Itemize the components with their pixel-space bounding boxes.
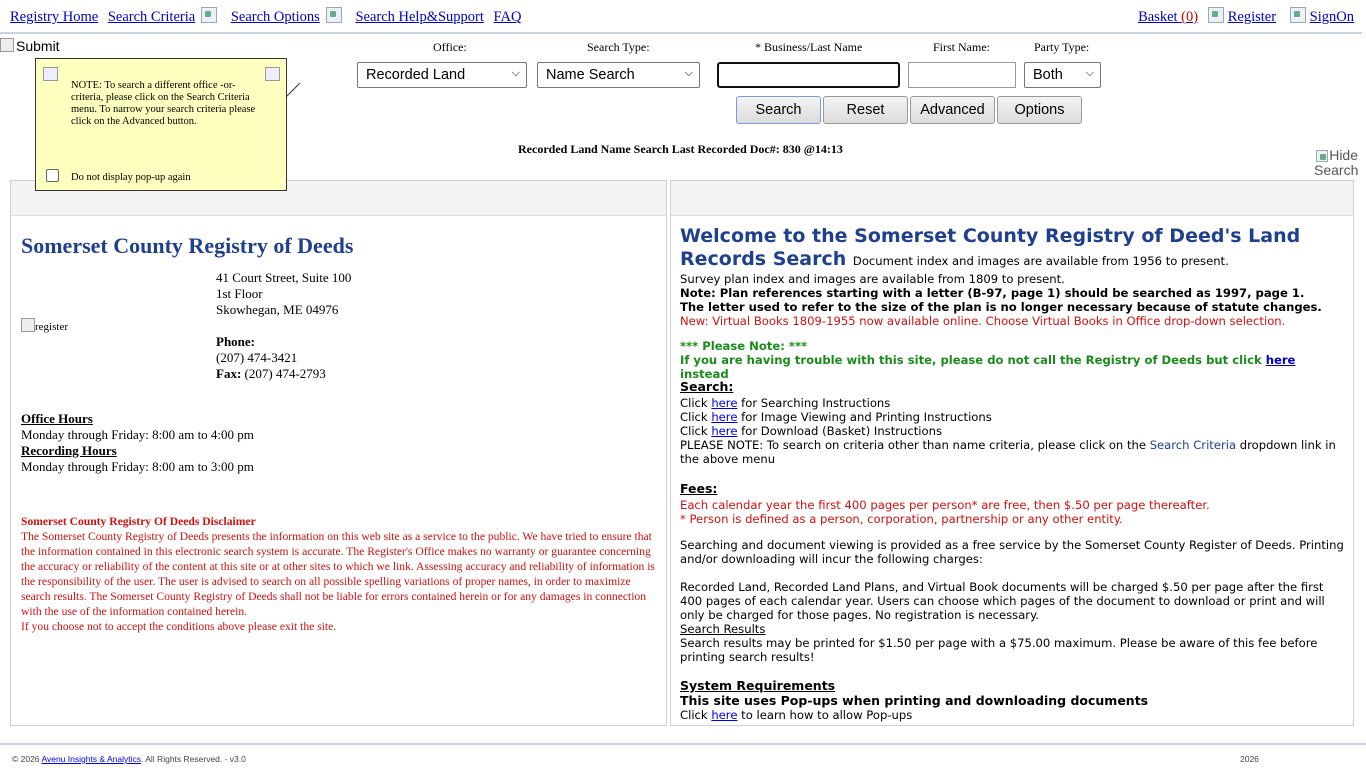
welcome-title: Welcome to the Somerset County Registry of Deed's Land Records Search <box>680 225 1301 270</box>
address-line-3: Skowhegan, ME 04976 <box>216 302 339 317</box>
copyright-pre: © 2026 <box>12 754 40 764</box>
chevron-down-icon: ⌵ <box>511 67 520 79</box>
party-type-select-value: Both <box>1033 67 1063 83</box>
chevron-down-icon: ⌵ <box>684 67 693 79</box>
submit-alt-text: Submit <box>16 38 60 54</box>
letter-note: The letter used to refer to the size of the plan is no longer necessary because of statute changes. <box>680 300 1322 314</box>
charges-text: Recorded Land, Recorded Land Plans, and Virtual Book documents will be charged $.50 per page after the first 400 pages of each calendar year. Users can choose which pages of the document to download or print and will only be charged for those pages. No registration is necessary. <box>680 580 1325 622</box>
footer <box>0 743 1366 770</box>
welcome-panel <box>670 180 1354 726</box>
search-results-heading: Search Results <box>680 622 766 636</box>
register-icon <box>1208 7 1224 23</box>
survey-text: Survey plan index and images are available from 1809 to present. <box>680 272 1065 286</box>
office-select-value: Recorded Land <box>366 67 466 83</box>
address-line-1: 41 Court Street, Suite 100 <box>216 270 352 285</box>
popup-note-text: NOTE: To search a different office -or- criteria, please click on the Search Criteria menu. To narrow your search criteria please click on the Advanced button. <box>71 80 256 127</box>
instructions-line-1 <box>680 396 1345 410</box>
signon-link[interactable]: SignOn <box>1309 9 1354 25</box>
search-type-select-value: Name Search <box>546 67 635 83</box>
signon-icon <box>1290 7 1306 23</box>
nav-left <box>10 7 527 26</box>
search-options-link[interactable]: Search Options <box>230 9 320 25</box>
broken-image-icon <box>21 318 35 332</box>
register-link[interactable]: Register <box>1227 9 1277 25</box>
business-last-name-input[interactable] <box>717 62 900 88</box>
basket-label: Basket <box>1138 9 1178 25</box>
fees-line-2: * Person is defined as a person, corporation, partnership or any other entity. <box>680 512 1123 526</box>
fees-line-1: Each calendar year the first 400 pages per person* are free, then $.50 per page thereafter. <box>680 498 1210 512</box>
fees-heading: Fees: <box>680 481 718 496</box>
download-instructions-link[interactable]: here <box>711 424 738 438</box>
dropdown-icon[interactable] <box>201 7 217 23</box>
disclaimer-exit: If you choose not to accept the conditions above please exit the site. <box>21 620 337 633</box>
footer-year: 2026 <box>1240 754 1259 764</box>
search-help-link[interactable]: Search Help&Support <box>355 9 484 25</box>
hide-search-toggle[interactable] <box>1314 148 1358 178</box>
basket-count: (0) <box>1181 9 1199 25</box>
registry-info-panel <box>10 180 667 726</box>
search-heading: Search: <box>680 379 734 394</box>
broken-image-icon <box>1316 150 1328 162</box>
welcome-heading <box>680 225 1345 273</box>
criteria-note-end: dropdown link in the above menu <box>680 438 1336 466</box>
disclaimer-text: The Somerset County Registry of Deeds presents the information on this web site as a service to the public. We have tried to ensure that the information contained in this electronic search system is accurate. The Register's Office makes no warranty or guarantee concerning the accuracy or reliability of the content at this site or at other sites to which we link. Assessing accuracy and reliability of information is the responsibility of the user. The user is advised to search on all possible spelling variations of proper names, in order to maximize search results. The Somerset County Registry of Deeds shall not be liable for errors contained herein or for any damages in connection with the use of the information contained herein. <box>21 530 655 618</box>
register-image <box>21 318 68 333</box>
image-viewing-instructions-link[interactable]: here <box>711 410 738 424</box>
office-label: Office: <box>433 40 467 54</box>
fax-line <box>216 366 351 382</box>
trouble-here-link[interactable]: here <box>1265 353 1296 367</box>
chevron-down-icon: ⌵ <box>1085 67 1094 79</box>
party-type-select[interactable] <box>1024 62 1101 88</box>
popups-instructions <box>680 708 1345 722</box>
copyright-post: . All Rights Reserved. - v3.0 <box>141 754 246 764</box>
virtual-books-note: New: Virtual Books 1809-1955 now available online. Choose Virtual Books in Office drop-down selection. <box>680 314 1286 328</box>
office-select[interactable] <box>357 62 527 88</box>
click-text: Click <box>680 410 708 424</box>
broken-image-icon <box>0 38 14 52</box>
register-alt-text: register <box>35 321 68 333</box>
fax-label: Fax: <box>216 366 242 381</box>
phone-number: (207) 474-3421 <box>216 350 298 365</box>
search-type-select[interactable] <box>537 62 700 88</box>
searching-instructions-link[interactable]: here <box>711 396 738 410</box>
business-last-name-label: * Business/Last Name <box>755 40 863 54</box>
popup-dismiss-row[interactable] <box>46 169 191 183</box>
instr-text: for Image Viewing and Printing Instructions <box>741 410 992 424</box>
please-note-heading: *** Please Note: *** <box>680 339 808 353</box>
nav-right <box>1138 7 1354 26</box>
faq-link[interactable]: FAQ <box>493 9 522 25</box>
last-recorded-doc: Recorded Land Name Search Last Recorded Doc#: 830 @14:13 <box>518 142 843 156</box>
instr-text: for Searching Instructions <box>741 396 891 410</box>
options-button[interactable]: Options <box>997 96 1082 124</box>
popup-pointer <box>286 81 304 99</box>
office-hours-label: Office Hours <box>21 411 93 426</box>
click-text: Click <box>680 396 708 410</box>
popups-here-link[interactable]: here <box>711 708 738 722</box>
disclaimer <box>21 514 657 634</box>
basket-link[interactable] <box>1138 9 1198 25</box>
trouble-note <box>680 353 1345 381</box>
dont-display-label: Do not display pop-up again <box>71 172 191 183</box>
party-type-label: Party Type: <box>1034 40 1090 54</box>
phone-label: Phone: <box>216 334 255 349</box>
free-service-text: Searching and document viewing is provided as a free service by the Somerset County Register of Deeds. Printing and/or downloading will incur the following charges: <box>680 538 1344 566</box>
click-text: Click <box>680 708 708 722</box>
trouble-text-end: instead <box>680 367 729 381</box>
registry-title: Somerset County Registry of Deeds <box>21 233 354 258</box>
address-block <box>216 270 351 382</box>
dont-display-checkbox[interactable] <box>46 169 59 182</box>
advanced-button[interactable]: Advanced <box>910 96 995 124</box>
click-text: Click <box>680 424 708 438</box>
popup-icon <box>43 67 58 81</box>
dropdown-icon[interactable] <box>326 7 342 23</box>
criteria-note <box>680 438 1345 466</box>
top-nav <box>0 0 1362 34</box>
popups-note: This site uses Pop-ups when printing and downloading documents <box>680 693 1149 708</box>
search-criteria-link[interactable]: Search Criteria <box>107 9 196 25</box>
registry-home-link[interactable]: Registry Home <box>10 9 99 25</box>
search-results-text: Search results may be printed for $1.50 per page with a $75.00 maximum. Please be aware of this fee before printing search results! <box>680 636 1318 664</box>
search-type-label: Search Type: <box>587 40 650 54</box>
doc-index-text: Document index and images are available from 1956 to present. <box>852 254 1229 268</box>
office-hours: Monday through Friday: 8:00 am to 4:00 pm <box>21 427 254 442</box>
recording-hours: Monday through Friday: 8:00 am to 3:00 pm <box>21 459 254 474</box>
hours-block <box>21 411 254 475</box>
copyright <box>12 754 246 764</box>
reset-button[interactable]: Reset <box>823 96 908 124</box>
recording-hours-label: Recording Hours <box>21 443 117 458</box>
instr-text: for Download (Basket) Instructions <box>741 424 942 438</box>
search-criteria-inline-link[interactable]: Search Criteria <box>1149 438 1237 452</box>
first-name-input[interactable] <box>908 62 1016 88</box>
hide-search-label: Hide Search <box>1314 147 1359 178</box>
plan-note: Note: Plan references starting with a letter (B-97, page 1) should be searched as 1997, page 1. <box>680 286 1305 300</box>
popups-instr-text: to learn how to allow Pop-ups <box>741 708 913 722</box>
address-line-2: 1st Floor <box>216 286 263 301</box>
instructions-line-3 <box>680 424 1345 438</box>
close-icon[interactable] <box>265 67 280 81</box>
panel-header <box>671 181 1353 216</box>
trouble-text: If you are having trouble with this site, please do not call the Registry of Deeds but click <box>680 353 1262 367</box>
submit-image-button[interactable] <box>0 38 60 54</box>
search-button[interactable]: Search <box>736 96 821 124</box>
first-name-label: First Name: <box>933 40 990 54</box>
note-popup <box>35 58 287 191</box>
disclaimer-title: Somerset County Registry Of Deeds Disclaimer <box>21 515 256 528</box>
company-link[interactable]: Avenu Insights & Analytics <box>41 754 141 764</box>
fax-number: (207) 474-2793 <box>244 366 326 381</box>
instructions-line-2 <box>680 410 1345 424</box>
system-requirements-heading: System Requirements <box>680 678 836 693</box>
criteria-note-text: PLEASE NOTE: To search on criteria other than name criteria, please click on the <box>680 438 1146 452</box>
